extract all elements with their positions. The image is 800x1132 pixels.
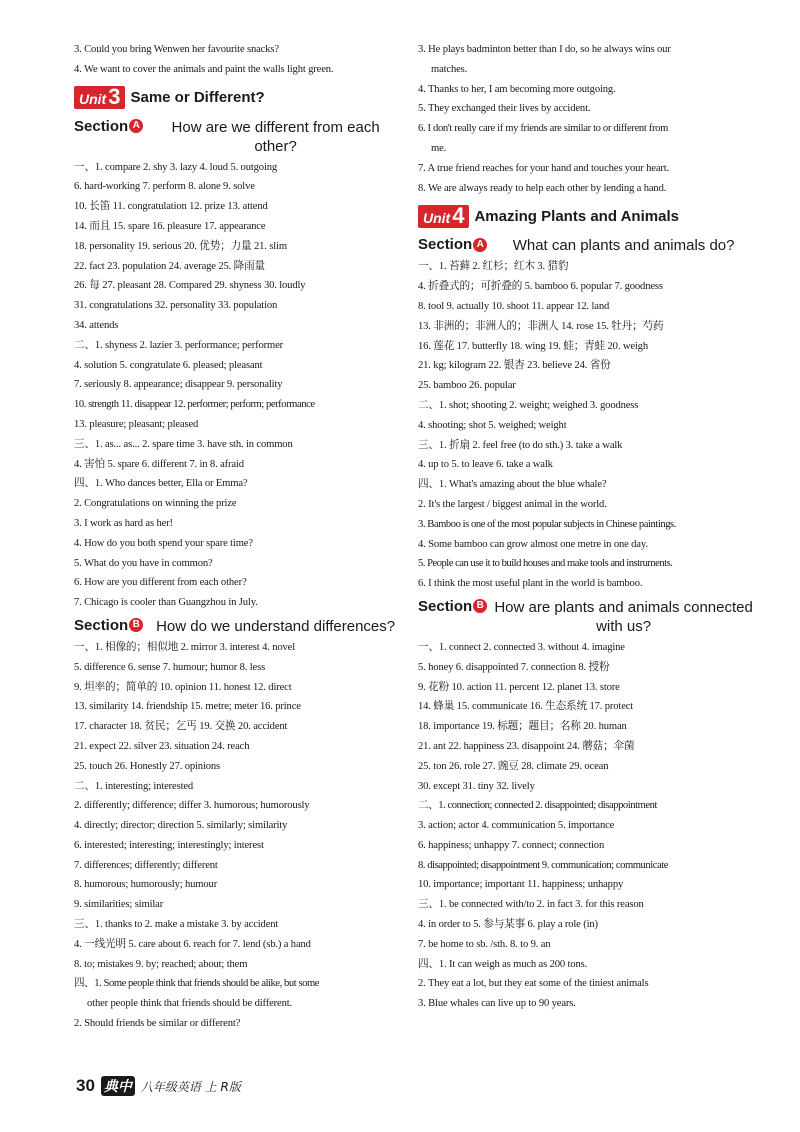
answer-line: 4. directly; director; direction 5. similarly; similarity xyxy=(74,820,288,832)
answer-line: 6. How are you different from each other? xyxy=(74,577,247,589)
section-word: Section xyxy=(418,236,473,254)
section-letter-badge: A xyxy=(129,119,143,133)
answer-line: 34. attends xyxy=(74,319,119,331)
answer-line: 13. 非洲的；非洲人的；非洲人 14. rose 15. 牡丹；芍药 xyxy=(418,320,664,332)
answer-line: 四、1. Who dances better, Ella or Emma? xyxy=(74,478,248,490)
answer-line: 6. happiness; unhappy 7. connect; connection xyxy=(418,839,605,851)
left-top-lines xyxy=(74,40,402,80)
unit-3-section-a-header xyxy=(74,118,402,156)
section-title: How are plants and animals connected with us? xyxy=(494,598,753,635)
answer-line: 三、1. thanks to 2. make a mistake 3. by accident xyxy=(74,919,279,931)
text-line: 3. Could you bring Wenwen her favourite snacks? xyxy=(74,44,279,55)
left-column xyxy=(74,40,402,1034)
unit-3-section-a-answers xyxy=(74,158,402,613)
answer-line: 7. be home to sb. /sth. 8. to 9. an xyxy=(418,938,551,950)
answer-line: 4. 害怕 5. spare 6. different 7. in 8. afraid xyxy=(74,458,244,470)
answer-line: 一、1. 苔藓 2. 红杉；红木 3. 猎豹 xyxy=(418,261,569,273)
answer-line: 18. personality 19. serious 20. 优势；力量 21. slim xyxy=(74,240,287,252)
answer-line: 6. interested; interesting; interestingly; interest xyxy=(74,839,264,851)
section-word: Section xyxy=(74,117,129,135)
answer-line: 21. ant 22. happiness 23. disappoint 24. 蘑菇；伞菌 xyxy=(418,740,635,752)
answer-line: 17. character 18. 贫民；乞丐 19. 交换 20. accident xyxy=(74,721,288,733)
answer-line: 4. 折叠式的；可折叠的 5. bamboo 6. popular 7. goodness xyxy=(418,281,663,293)
answer-line: 7. Chicago is cooler than Guangzhou in July. xyxy=(74,597,258,609)
text-line: 8. We are always ready to help each other by lending a hand. xyxy=(418,182,667,194)
answer-line: 4. Some bamboo can grow almost one metre in one day. xyxy=(418,538,648,550)
answer-line: 13. similarity 14. friendship 15. metre; meter 16. prince xyxy=(74,701,301,713)
answer-line: 13. pleasure; pleasant; pleased xyxy=(74,418,199,430)
answer-line: 22. fact 23. population 24. average 25. 降雨量 xyxy=(74,260,265,272)
section-label xyxy=(74,118,143,135)
answer-line: 4. solution 5. congratulate 6. pleased; pleasant xyxy=(74,359,263,371)
answer-line: 2. They eat a lot, but they eat some of the tiniest animals xyxy=(418,978,649,990)
unit-4-section-a-header xyxy=(418,236,754,255)
section-title: What can plants and animals do? xyxy=(512,237,735,255)
answer-line: 4. shooting; shot 5. weighed; weight xyxy=(418,419,567,431)
answer-line: other people think that friends should be different. xyxy=(87,998,293,1010)
unit-badge-word: Unit xyxy=(423,209,451,226)
answer-line: 6. hard-working 7. perform 8. alone 9. solve xyxy=(74,181,255,193)
answer-line: 8. to; mistakes 9. by; reached; about; them xyxy=(74,958,248,970)
answer-line: 一、1. compare 2. shy 3. lazy 4. loud 5. outgoing xyxy=(74,161,278,173)
answer-line: 14. 而且 15. spare 16. pleasure 17. appearance xyxy=(74,220,266,232)
answer-line: 10. 长笛 11. congratulation 12. prize 13. attend xyxy=(74,201,268,213)
answer-line: 四、1. It can weigh as much as 200 tons. xyxy=(418,958,588,970)
book-title: 八年级英语 上 R版 xyxy=(140,1079,241,1094)
answer-line: 5. What do you have in common? xyxy=(74,557,213,569)
answer-line: 25. bamboo 26. popular xyxy=(418,380,516,392)
section-label xyxy=(418,598,487,615)
answer-line: 9. 坦率的；简单的 10. opinion 11. honest 12. direct xyxy=(74,681,292,693)
answer-line: 二、1. shyness 2. lazier 3. performance; performer xyxy=(74,339,284,351)
answer-line: 2. It's the largest / biggest animal in the world. xyxy=(418,498,607,510)
unit-3-badge xyxy=(74,86,125,109)
answer-line: 二、1. shot; shooting 2. weight; weighed 3. goodness xyxy=(418,399,639,411)
answer-line: 三、1. as... as... 2. spare time 3. have sth. in common xyxy=(74,438,293,450)
unit-3-section-b-answers xyxy=(74,638,402,1034)
answer-line: 四、1. What's amazing about the blue whale? xyxy=(418,479,607,491)
right-column xyxy=(418,40,754,1014)
section-letter-badge: B xyxy=(129,618,143,632)
answer-line: 2. differently; difference; differ 3. humorous; humorously xyxy=(74,800,310,812)
answer-line: 18. importance 19. 标题；题目；名称 20. human xyxy=(418,721,627,733)
answer-line: 21. expect 22. silver 23. situation 24. reach xyxy=(74,740,250,752)
answer-line: 3. Blue whales can live up to 90 years. xyxy=(418,998,576,1010)
unit-4-section-b-answers xyxy=(418,638,754,1014)
answer-line: 3. Bamboo is one of the most popular subjects in Chinese paintings. xyxy=(418,518,676,530)
text-line: 7. A true friend reaches for your hand and touches your heart. xyxy=(418,162,670,174)
answer-line: 26. 每 27. pleasant 28. Compared 29. shyness 30. loudly xyxy=(74,280,306,292)
answer-line: 三、1. be connected with/to 2. in fact 3. for this reason xyxy=(418,899,644,911)
unit-4-badge xyxy=(418,202,469,228)
unit-badge-word: Unit xyxy=(79,91,107,108)
answer-line: 30. except 31. tiny 32. lively xyxy=(418,780,535,792)
text-line: 5. They exchanged their lives by accident. xyxy=(418,103,591,115)
answer-line: 一、1. connect 2. connected 3. without 4. imagine xyxy=(418,641,625,653)
answer-line: 5. difference 6. sense 7. humour; humor 8. less xyxy=(74,661,266,673)
answer-line: 10. strength 11. disappear 12. performer; perform; performance xyxy=(74,399,315,411)
brand-logo: 典中 xyxy=(101,1076,135,1096)
text-line: 6. I don't really care if my friends are similar to or different from xyxy=(418,123,668,135)
answer-line: 31. congratulations 32. personality 33. population xyxy=(74,300,278,312)
answer-line: 9. similarities; similar xyxy=(74,899,164,911)
answer-line: 四、1. Some people think that friends should be alike, but some xyxy=(74,978,320,990)
answer-line: 21. kg; kilogram 22. 银杏 23. believe 24. 省份 xyxy=(418,360,611,372)
answer-line: 7. differences; differently; different xyxy=(74,859,218,871)
section-word: Section xyxy=(418,597,473,615)
text-line: 4. We want to cover the animals and paint the walls light green. xyxy=(74,63,334,75)
text-line: matches. xyxy=(431,63,468,75)
text-line: 3. He plays badminton better than I do, so he always wins our xyxy=(418,44,671,55)
right-top-lines xyxy=(418,40,754,198)
answer-line: 8. tool 9. actually 10. shoot 11. appear 12. land xyxy=(418,300,610,312)
answer-line: 8. disappointed; disappointment 9. communication; communicate xyxy=(418,859,668,871)
page-number: 30 xyxy=(76,1076,95,1095)
answer-line: 6. I think the most useful plant in the world is bamboo. xyxy=(418,578,643,590)
answer-line: 4. in order to 5. 参与某事 6. play a role (in) xyxy=(418,919,598,931)
answer-line: 5. People can use it to build houses and make tools and instruments. xyxy=(418,558,673,570)
unit-badge-number: 4 xyxy=(452,202,465,228)
page-footer xyxy=(76,1076,241,1096)
section-letter-badge: B xyxy=(473,599,487,613)
answer-line: 10. importance; important 11. happiness; unhappy xyxy=(418,879,624,891)
answer-line: 三、1. 折扇 2. feel free (to do sth.) 3. take a walk xyxy=(418,439,623,451)
answer-line: 4. up to 5. to leave 6. take a walk xyxy=(418,459,553,471)
answer-line: 4. How do you both spend your spare time? xyxy=(74,537,253,549)
unit-4-header xyxy=(418,200,754,232)
answer-line: 2. Should friends be similar or different? xyxy=(74,1018,241,1030)
section-title: How do we understand differences? xyxy=(156,617,396,635)
text-line: 4. Thanks to her, I am becoming more outgoing. xyxy=(418,83,616,95)
answer-line: 9. 花粉 10. action 11. percent 12. planet 13. store xyxy=(418,681,620,693)
answer-line: 4. 一线光明 5. care about 6. reach for 7. lend (sb.) a hand xyxy=(74,938,311,950)
answer-line: 3. I work as hard as her! xyxy=(74,517,173,529)
text-line: me. xyxy=(431,142,447,154)
section-title: How are we different from each other? xyxy=(171,118,380,155)
unit-3-title: Same or Different? xyxy=(130,89,265,107)
unit-4-section-a-answers xyxy=(418,257,754,594)
answer-line: 7. seriously 8. appearance; disappear 9. personality xyxy=(74,379,283,391)
answer-line: 5. honey 6. disappointed 7. connection 8. 授粉 xyxy=(418,661,610,673)
answer-line: 二、1. connection; connected 2. disappointed; disappointment xyxy=(418,800,657,812)
answer-line: 二、1. interesting; interested xyxy=(74,780,194,792)
unit-4-section-b-header xyxy=(418,598,754,636)
answer-line: 14. 蜂巢 15. communicate 16. 生态系统 17. protect xyxy=(418,701,634,713)
answer-line: 一、1. 相像的；相似地 2. mirror 3. interest 4. novel xyxy=(74,641,295,653)
unit-3-header xyxy=(74,82,402,114)
section-label xyxy=(418,236,487,253)
answer-line: 25. ton 26. role 27. 豌豆 28. climate 29. ocean xyxy=(418,760,609,772)
answer-line: 3. action; actor 4. communication 5. importance xyxy=(418,820,615,832)
answer-line: 8. humorous; humorously; humour xyxy=(74,879,218,891)
section-word: Section xyxy=(74,616,129,634)
answer-line: 2. Congratulations on winning the prize xyxy=(74,498,237,510)
answer-line: 25. touch 26. Honestly 27. opinions xyxy=(74,760,221,772)
section-letter-badge: A xyxy=(473,238,487,252)
answer-line: 16. 莲花 17. butterfly 18. wing 19. 蛙；青蛙 20. weigh xyxy=(418,340,648,352)
unit-4-title: Amazing Plants and Animals xyxy=(474,207,679,225)
unit-badge-number: 3 xyxy=(108,84,121,110)
unit-3-section-b-header xyxy=(74,617,402,636)
section-label xyxy=(74,617,143,634)
